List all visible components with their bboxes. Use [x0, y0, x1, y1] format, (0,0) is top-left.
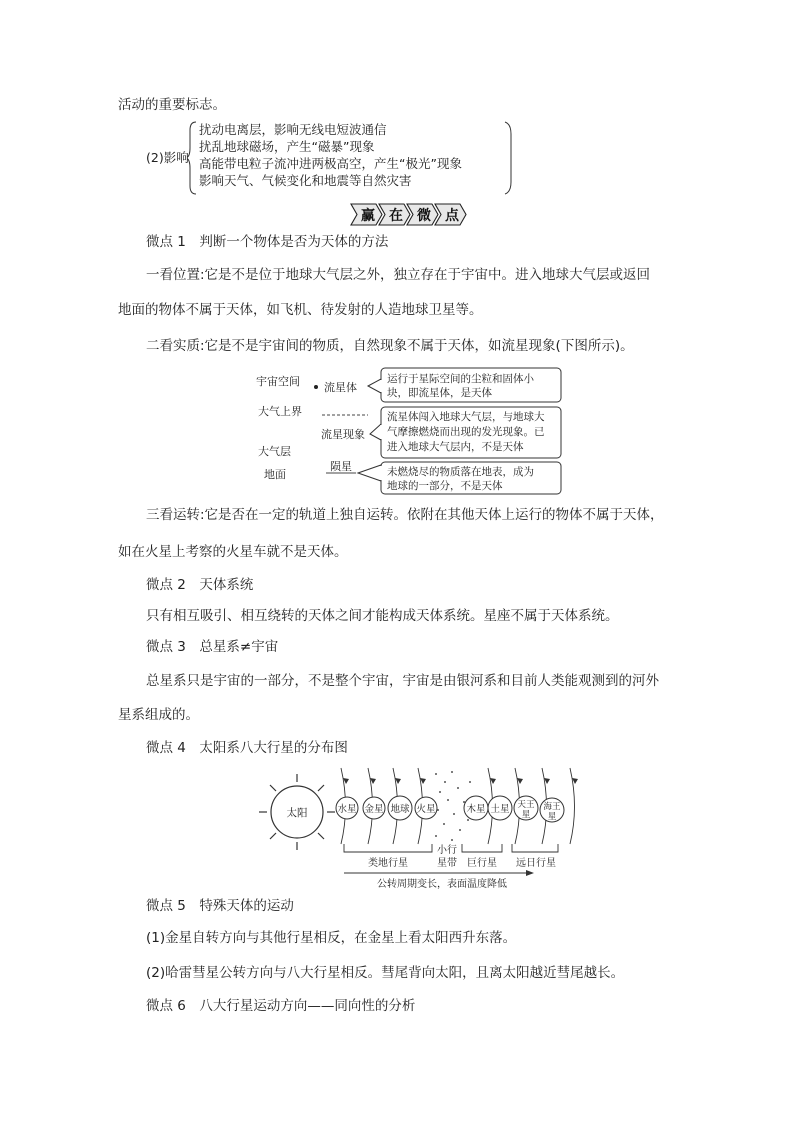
box1-line2: 块，即流星体，是天体	[387, 387, 492, 399]
planet-mars: 火星	[416, 804, 436, 815]
box3-line1: 未燃烧尽的物质落在地表，成为	[387, 466, 534, 478]
point-1-look-orbit-2: 如在火星上考察的火星车就不是天体。	[118, 544, 348, 560]
box2-line3: 进入地球大气层内，不是天体	[387, 441, 524, 453]
banner-char-1: 赢	[361, 208, 375, 224]
planet-saturn: 土星	[490, 804, 510, 815]
point-1-look-position-1: 一看位置:它是不是位于地球大气层之外，独立存在于宇宙中。进入地球大气层或返回	[146, 267, 651, 283]
meteor-diagram	[250, 362, 570, 496]
meteor-label-atmosphere: 大气层	[258, 445, 291, 458]
point-2-text: 只有相互吸引、相互绕转的天体之间才能构成天体系统。星座不属于天体系统。	[146, 608, 619, 624]
box2-line2: 气摩擦燃烧而出现的发光现象。已	[387, 426, 545, 438]
planet-neptune-1: 海王	[543, 802, 561, 812]
meteor-label-upper-atmosphere: 大气上界	[258, 405, 302, 418]
meteor-label-ground: 地面	[264, 468, 286, 481]
influence-item-2: 扰乱地球磁场，产生“磁暴”现象	[199, 139, 375, 154]
planet-uranus-1: 天王	[517, 800, 535, 810]
planet-neptune-2: 星	[547, 812, 557, 822]
planet-venus: 金星	[364, 804, 384, 815]
meteor-label-space: 宇宙空间	[256, 375, 300, 388]
group-giant: 巨行星	[467, 858, 497, 869]
group-terrestrial: 类地行星	[368, 858, 408, 869]
planet-jupiter: 木星	[466, 804, 486, 815]
point-3-text-1: 总星系只是宇宙的一部分，不是整个宇宙，宇宙是由银河系和目前人类能观测到的河外	[146, 673, 659, 689]
asteroid-belt-label-2: 星带	[437, 858, 457, 869]
planet-uranus-2: 星	[521, 810, 531, 820]
trend-arrow-label: 公转周期变长，表面温度降低	[377, 879, 507, 890]
box2-line1: 流星体闯入地球大气层，与地球大	[387, 411, 545, 423]
asteroid-belt-label-1: 小行	[437, 845, 457, 856]
point-2-title: 微点 2 天体系统	[146, 577, 254, 593]
intro-line: 活动的重要标志。	[118, 97, 226, 113]
influence-item-3: 高能带电粒子流冲进两极高空，产生“极光”现象	[199, 156, 462, 171]
point-5-venus: (1)金星自转方向与其他行星相反，在金星上看太阳西升东落。	[146, 930, 517, 946]
point-6-title: 微点 6 八大行星运动方向——同向性的分析	[146, 998, 416, 1014]
point-1-look-orbit-1: 三看运转:它是否在一定的轨道上独自运转。依附在其他天体上运行的物体不属于天体，	[146, 507, 664, 523]
point-1-title: 微点 1 判断一个物体是否为天体的方法	[146, 234, 389, 250]
point-5-halley: (2)哈雷彗星公转方向与八大行星相反。彗尾背向太阳，且离太阳越近彗尾越长。	[146, 965, 625, 981]
point-3-title: 微点 3 总星系≠宇宙	[146, 639, 279, 655]
banner-char-3: 微	[417, 208, 431, 224]
planet-mercury: 水星	[337, 804, 357, 815]
group-far: 远日行星	[516, 858, 556, 869]
box3-line2: 地球的一部分，不是天体	[387, 480, 503, 492]
meteor-label-meteor: 流星现象	[321, 428, 365, 441]
point-1-look-position-2: 地面的物体不属于天体，如飞机、待发射的人造地球卫星等。	[118, 302, 483, 318]
meteor-label-meteorite: 陨星	[330, 460, 352, 473]
influence-label: (2)影响	[146, 150, 189, 165]
banner-char-2: 在	[389, 208, 403, 224]
sun-label: 太阳	[286, 807, 308, 819]
point-1-look-essence: 二看实质:它是不是宇宙间的物质，自然现象不属于天体，如流星现象(下图所示)。	[146, 338, 634, 354]
solar-system-diagram	[240, 762, 585, 892]
banner-ying-zai-wei-dian	[349, 202, 467, 227]
point-3-text-2: 星系组成的。	[118, 707, 199, 723]
point-4-title: 微点 4 太阳系八大行星的分布图	[146, 740, 348, 756]
meteoroid-dot	[314, 385, 318, 389]
influence-item-4: 影响天气、气候变化和地震等自然灾害	[199, 173, 412, 188]
banner-char-4: 点	[445, 208, 459, 224]
point-5-title: 微点 5 特殊天体的运动	[146, 898, 294, 914]
trend-arrow-head	[526, 870, 534, 876]
influence-item-1: 扰动电离层，影响无线电短波通信	[199, 122, 387, 137]
planet-earth: 地球	[390, 804, 410, 815]
meteor-label-meteoroid: 流星体	[324, 381, 357, 394]
box1-line1: 运行于星际空间的尘粒和固体小	[387, 373, 534, 385]
